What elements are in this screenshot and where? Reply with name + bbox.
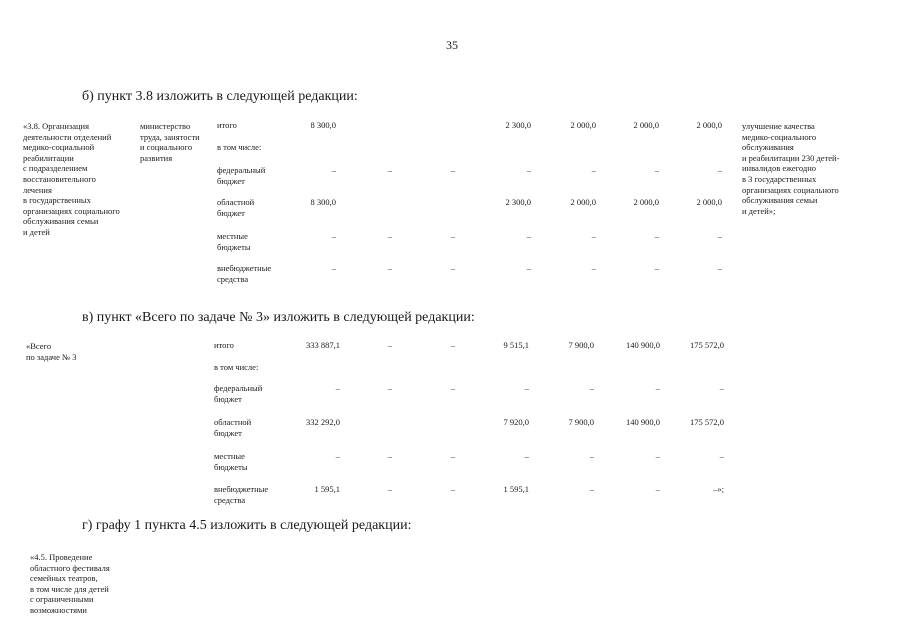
value-cell: –: [450, 263, 455, 273]
value-cell: –: [717, 263, 722, 273]
value-cell: –: [524, 451, 529, 461]
value-cell: 2 000,0: [696, 120, 722, 130]
value-cell: –: [335, 383, 340, 393]
value-cell: –: [387, 484, 392, 494]
value-cell: 2 300,0: [505, 120, 531, 130]
value-cell: 2 000,0: [633, 197, 659, 207]
value-cell: 8 300,0: [310, 120, 336, 130]
value-cell: 8 300,0: [310, 197, 336, 207]
value-cell: –: [655, 484, 660, 494]
value-cell: –: [719, 451, 724, 461]
value-cell: –: [450, 165, 455, 175]
value-cell: –: [526, 263, 531, 273]
value-cell: –: [387, 383, 392, 393]
value-cell: 2 000,0: [696, 197, 722, 207]
value-cell: –: [450, 451, 455, 461]
row-label: областной бюджет: [217, 197, 255, 218]
row-label: в том числе:: [214, 362, 259, 372]
value-cell: 140 900,0: [626, 417, 660, 427]
row-label: итого: [217, 120, 237, 130]
value-cell: 2 000,0: [570, 120, 596, 130]
value-cell: –: [654, 263, 659, 273]
value-cell: –: [591, 165, 596, 175]
value-cell: –: [524, 383, 529, 393]
row-label: федеральный бюджет: [214, 383, 263, 404]
value-cell: –: [450, 340, 455, 350]
value-cell: –: [335, 451, 340, 461]
row-label: местные бюджеты: [217, 231, 251, 252]
value-cell: –: [654, 231, 659, 241]
value-cell: 1 595,1: [314, 484, 340, 494]
value-cell: –: [387, 231, 392, 241]
value-cell: –: [331, 263, 336, 273]
section-g-item-name: «4.5. Проведение областного фестиваля семейных театров, в том числе для детей с ограниченными возможностями: [30, 552, 110, 615]
value-cell: –: [591, 231, 596, 241]
value-cell: –: [526, 165, 531, 175]
value-cell: –: [331, 165, 336, 175]
value-cell: –: [387, 165, 392, 175]
value-cell: 175 572,0: [690, 417, 724, 427]
section-b-executor: министерство труда, занятости и социального развития: [140, 121, 200, 163]
value-cell: –: [450, 484, 455, 494]
row-label: местные бюджеты: [214, 451, 248, 472]
value-cell: –: [589, 383, 594, 393]
section-g-heading: г) графу 1 пункта 4.5 изложить в следующей редакции:: [82, 518, 412, 533]
value-cell: –: [450, 231, 455, 241]
value-cell: 140 900,0: [626, 340, 660, 350]
value-cell: –: [450, 383, 455, 393]
row-label: внебюджетные средства: [214, 484, 269, 505]
value-cell: 2 000,0: [570, 197, 596, 207]
value-cell: 2 000,0: [633, 120, 659, 130]
value-cell: 7 900,0: [568, 340, 594, 350]
value-cell: –: [387, 340, 392, 350]
value-cell: –: [387, 263, 392, 273]
value-cell: –: [387, 451, 392, 461]
value-cell: –: [717, 231, 722, 241]
section-v-heading: в) пункт «Всего по задаче № 3» изложить в следующей редакции:: [82, 310, 475, 325]
section-v-item-name: «Всего по задаче № 3: [26, 341, 77, 362]
value-cell: 1 595,1: [503, 484, 529, 494]
value-cell: –: [719, 383, 724, 393]
value-cell: 175 572,0: [690, 340, 724, 350]
value-cell: –: [655, 451, 660, 461]
value-cell: –: [654, 165, 659, 175]
section-b-item-name: «3.8. Организация деятельности отделений медико-социальной реабилитации с подразделением восстановительного лечения в государственных организациях социального обслуживания семьи и детей: [23, 121, 120, 237]
section-b-result: улучшение качества медико-социального обслуживания и реабилитации 230 детей- инвалидов ежегодно в 3 государственных организациях социального обслуживания семьи и детей»;: [742, 121, 840, 216]
value-cell: –: [526, 231, 531, 241]
value-cell: –: [717, 165, 722, 175]
value-cell: –: [655, 383, 660, 393]
value-cell: –: [591, 263, 596, 273]
row-label: в том числе:: [217, 142, 262, 152]
value-cell: 2 300,0: [505, 197, 531, 207]
value-cell: –: [589, 484, 594, 494]
value-cell: –: [589, 451, 594, 461]
page-number: 35: [446, 38, 458, 52]
section-b-heading: б) пункт 3.8 изложить в следующей редакции:: [82, 89, 358, 104]
row-label: федеральный бюджет: [217, 165, 266, 186]
value-cell: 7 900,0: [568, 417, 594, 427]
value-cell: 7 920,0: [503, 417, 529, 427]
row-label: областной бюджет: [214, 417, 252, 438]
value-cell: 333 887,1: [306, 340, 340, 350]
value-cell: 9 515,1: [503, 340, 529, 350]
row-label: внебюджетные средства: [217, 263, 272, 284]
value-cell: –: [331, 231, 336, 241]
value-cell: –»;: [713, 484, 724, 494]
row-label: итого: [214, 340, 234, 350]
value-cell: 332 292,0: [306, 417, 340, 427]
